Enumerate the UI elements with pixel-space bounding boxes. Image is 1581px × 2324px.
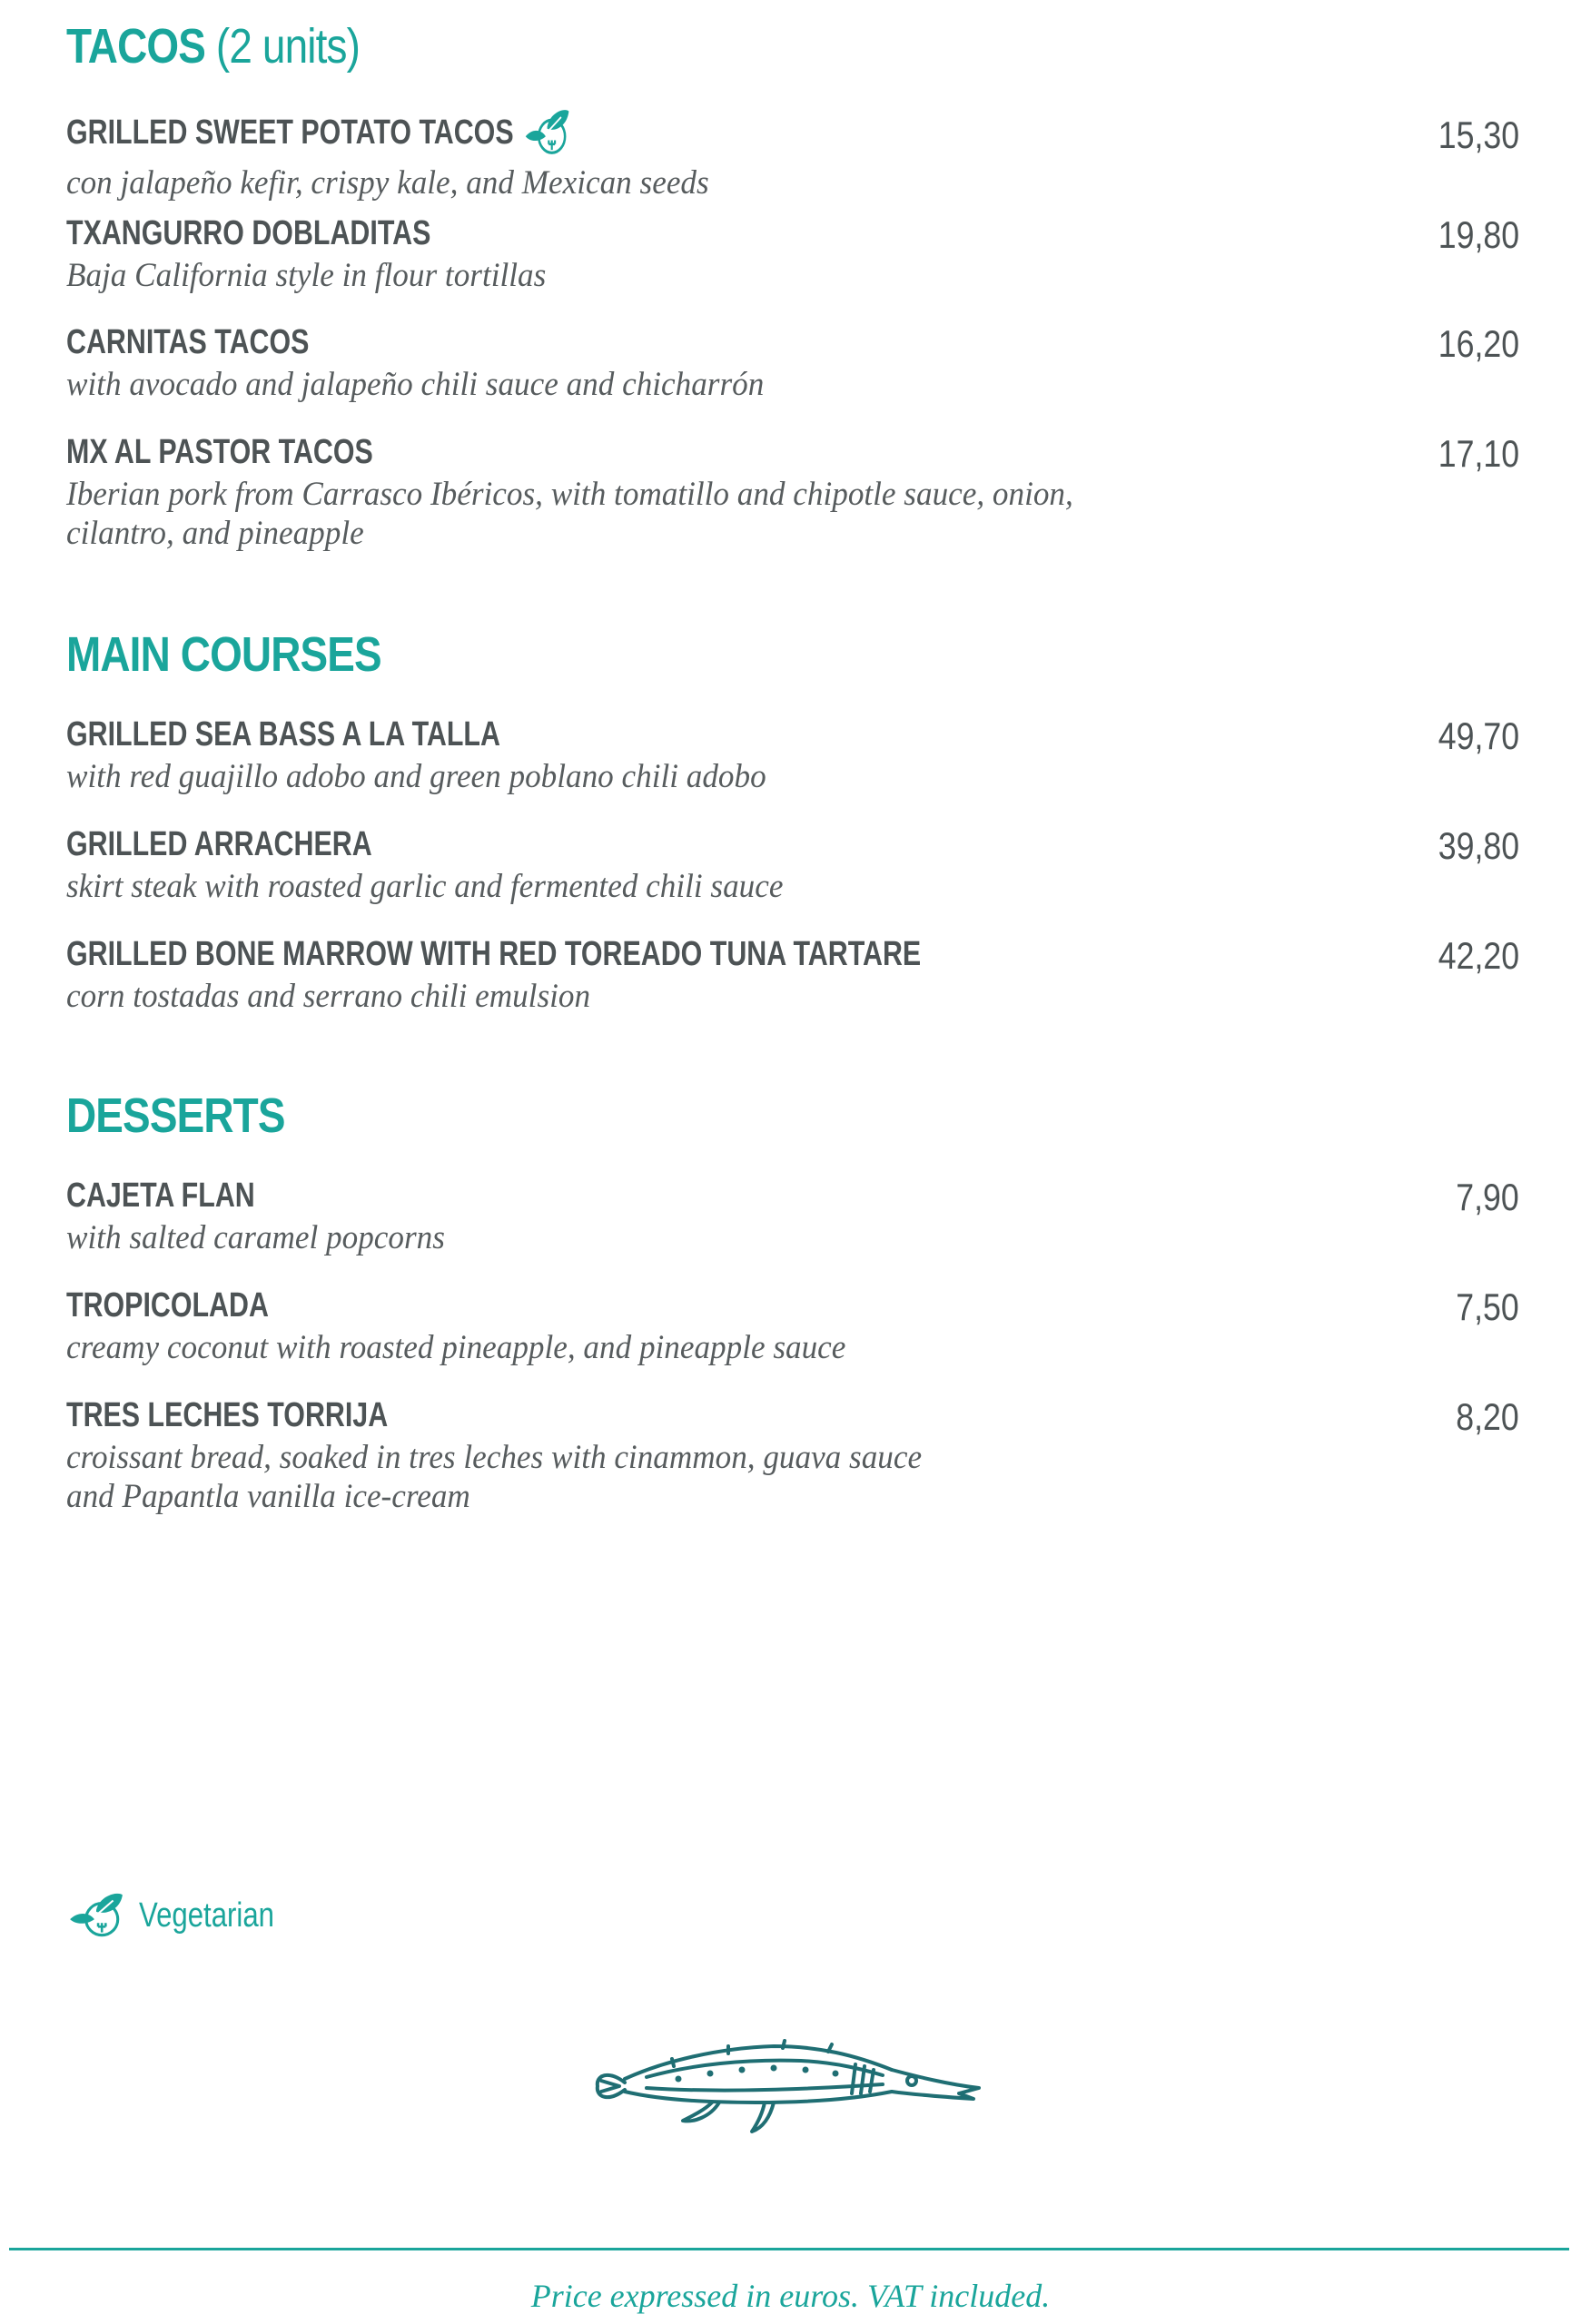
menu-item-price: 49,70 [1438,714,1519,757]
menu-item-description: and Papantla vanilla ice-cream [66,1478,470,1515]
menu-item [66,213,1519,295]
menu-item-name: CARNITAS TACOS [66,323,310,361]
menu-item [66,824,1519,906]
menu-item-name: GRILLED BONE MARROW WITH RED TOREADO TUNA TARTARE [66,935,922,973]
menu-item-description: with avocado and jalapeño chili sauce and chicharrón [66,366,765,403]
legend-label: Vegetarian [139,1896,275,1935]
section-title-text: TACOS [66,19,205,74]
menu-item-name: TXANGURRO DOBLADITAS [66,214,431,252]
menu-item-description: croissant bread, soaked in tres leches with cinammon, guava sauce [66,1439,923,1476]
menu-item-description: con jalapeño kefir, crispy kale, and Mexican seeds [66,164,709,202]
menu-item-description: skirt steak with roasted garlic and fermented chili sauce [66,868,784,905]
legend [66,1890,304,1941]
menu-item-name: TRES LECHES TORRIJA [66,1396,389,1434]
menu-item-price: 17,10 [1438,432,1519,475]
vegetarian-leaf-icon [522,107,571,158]
menu-item-price: 15,30 [1438,113,1519,156]
footer-divider [9,2248,1569,2250]
menu-item-price: 8,20 [1456,1395,1519,1438]
menu-item-description: Baja California style in flour tortillas [66,257,547,294]
section-title-main-courses: MAIN COURSES [66,627,381,682]
menu-item-name: MX AL PASTOR TACOS [66,433,373,471]
menu-item-price: 7,50 [1456,1285,1519,1328]
footer-note: Price expressed in euros. VAT included. [530,2278,1051,2314]
section-title-desserts: DESSERTS [66,1088,285,1143]
menu-item [66,1178,1519,1257]
menu-item-description: corn tostadas and serrano chili emulsion [66,978,591,1015]
menu-item-price: 39,80 [1438,824,1519,867]
menu-item [66,107,1519,202]
menu-item-price: 19,80 [1438,213,1519,256]
menu-item-description: cilantro, and pineapple [66,515,364,552]
menu-item-name: GRILLED ARRACHERA [66,825,372,863]
menu-item-name: GRILLED SWEET POTATO TACOS [66,113,514,152]
menu-item-description: with red guajillo adobo and green poblano chili adobo [66,758,766,795]
menu-item-name: GRILLED SEA BASS A LA TALLA [66,715,500,753]
menu-item-price: 7,90 [1456,1176,1519,1218]
menu-item-price: 42,20 [1438,934,1519,977]
menu-item-price: 16,20 [1438,322,1519,365]
menu-item [66,1395,1519,1516]
vegetarian-leaf-icon [66,1890,126,1941]
menu-item [66,714,1519,796]
menu-item [66,322,1519,404]
menu-item-description: Iberian pork from Carrasco Ibéricos, with tomatillo and chipotle sauce, onion, [66,476,1073,513]
menu-item [66,934,1519,1016]
menu-item-description: creamy coconut with roasted pineapple, and pineapple sauce [66,1329,846,1366]
menu-item [66,1285,1519,1367]
fish-illustration-icon [592,2034,984,2141]
menu-item-name: TROPICOLADA [66,1286,269,1324]
menu-item-name: CAJETA FLAN [66,1177,255,1215]
menu-item [66,432,1519,553]
menu-item-description: with salted caramel popcorns [66,1219,445,1256]
section-subtitle: (2 units) [215,19,361,74]
section-title-tacos [66,19,361,74]
